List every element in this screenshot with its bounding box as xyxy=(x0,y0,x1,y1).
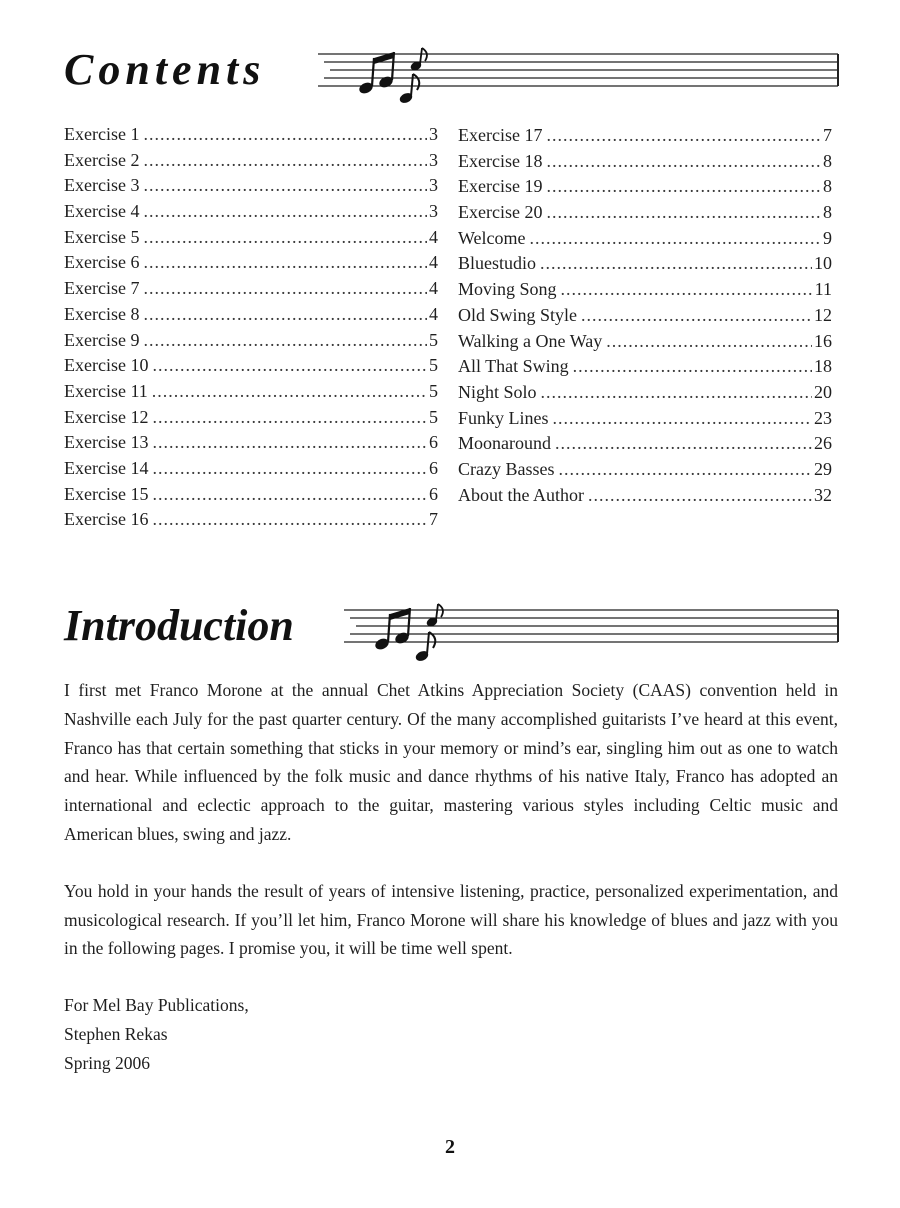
page-number: 2 xyxy=(445,1136,455,1158)
toc-entry[interactable] xyxy=(64,199,438,225)
toc-entry-label: Exercise 13 xyxy=(64,432,149,453)
dot-leader xyxy=(581,303,812,329)
toc-entry[interactable] xyxy=(458,329,832,355)
signoff-line: For Mel Bay Publications, xyxy=(64,995,249,1016)
toc-entry-label: Bluestudio xyxy=(458,253,537,274)
toc-entry-label: Exercise 8 xyxy=(64,303,140,324)
intro-paragraph: You hold in your hands the result of years of intensive listening, practice, personalized experimentation, and musicological research. If you’ll let him, Franco Morone will share his knowledge of blues and jazz with you in the following pages. I promise you, it will be time well spent. xyxy=(64,880,838,959)
toc-entry[interactable] xyxy=(458,226,832,252)
toc-entry[interactable] xyxy=(64,507,438,533)
toc-entry-page: 6 xyxy=(429,483,438,504)
dot-leader xyxy=(530,226,821,252)
contents-title: Contents xyxy=(64,45,266,94)
toc-entry-label: Exercise 16 xyxy=(64,509,149,530)
toc-entry-page: 7 xyxy=(429,509,438,530)
toc-entry-page: 16 xyxy=(814,330,832,351)
toc-entry-page: 6 xyxy=(429,457,438,478)
toc-entry[interactable] xyxy=(64,430,438,456)
signoff-line: Spring 2006 xyxy=(64,1052,151,1073)
dot-leader xyxy=(143,173,427,199)
toc-entry-page: 4 xyxy=(429,226,438,247)
toc-entry-label: Exercise 2 xyxy=(64,149,140,170)
toc-entry-page: 6 xyxy=(429,432,438,453)
toc-right-column xyxy=(458,123,832,508)
toc-entry[interactable] xyxy=(64,379,438,405)
toc-entry[interactable] xyxy=(64,250,438,276)
dot-leader xyxy=(143,148,427,174)
dot-leader xyxy=(152,405,427,431)
toc-entry[interactable] xyxy=(458,303,832,329)
introduction-body xyxy=(64,676,838,1078)
music-staff-notes-icon xyxy=(336,600,840,664)
toc-entry-page: 11 xyxy=(814,279,832,300)
dot-leader xyxy=(546,149,821,175)
toc-entry-label: Night Solo xyxy=(458,381,537,402)
toc-entry-page: 4 xyxy=(429,252,438,273)
toc-entry-page: 5 xyxy=(429,380,438,401)
toc-entry[interactable] xyxy=(458,406,832,432)
toc-entry[interactable] xyxy=(458,251,832,277)
toc-entry[interactable] xyxy=(64,122,438,148)
dot-leader xyxy=(143,276,427,302)
toc-entry-page: 4 xyxy=(429,303,438,324)
toc-entry[interactable] xyxy=(64,148,438,174)
toc-entry[interactable] xyxy=(64,405,438,431)
dot-leader xyxy=(540,251,812,277)
toc-entry-label: Exercise 7 xyxy=(64,278,140,299)
toc-entry-label: Exercise 11 xyxy=(64,380,148,401)
signoff xyxy=(64,991,838,1077)
dot-leader xyxy=(561,277,813,303)
toc-entry-page: 5 xyxy=(429,355,438,376)
toc-entry[interactable] xyxy=(458,123,832,149)
dot-leader xyxy=(152,379,427,405)
toc-entry-label: Exercise 12 xyxy=(64,406,149,427)
toc-entry-page: 29 xyxy=(814,458,832,479)
dot-leader xyxy=(558,457,812,483)
toc-entry-label: Exercise 20 xyxy=(458,202,543,223)
dot-leader xyxy=(152,507,427,533)
toc-entry-page: 18 xyxy=(814,356,832,377)
toc-entry[interactable] xyxy=(458,483,832,509)
toc-entry[interactable] xyxy=(64,456,438,482)
toc-entry[interactable] xyxy=(458,149,832,175)
dot-leader xyxy=(541,380,812,406)
signoff-line: Stephen Rekas xyxy=(64,1023,168,1044)
toc-entry-label: Exercise 10 xyxy=(64,355,149,376)
toc-entry-page: 12 xyxy=(814,304,832,325)
dot-leader xyxy=(606,329,812,355)
toc-entry-label: Exercise 17 xyxy=(458,125,543,145)
toc-entry-label: Exercise 9 xyxy=(64,329,140,350)
toc-entry-page: 5 xyxy=(429,329,438,350)
toc-entry-page: 5 xyxy=(429,406,438,427)
toc-entry[interactable] xyxy=(64,353,438,379)
toc-entry[interactable] xyxy=(458,174,832,200)
dot-leader xyxy=(152,430,427,456)
introduction-heading xyxy=(64,600,840,664)
toc-entry-page: 20 xyxy=(814,381,832,402)
toc-entry[interactable] xyxy=(64,302,438,328)
dot-leader xyxy=(152,353,427,379)
music-staff-notes-icon xyxy=(310,44,840,108)
toc-entry[interactable] xyxy=(458,277,832,303)
intro-paragraph: I first met Franco Morone at the annual Chet Atkins Appreciation Society (CAAS) convention held in Nashville each July for the past quarter century. Of the many accomplished guitarists I’ve heard at this event, Franco has that certain something that sticks in your memory or mind’s ear, singling him out as one to watch and hear. While influenced by the folk music and dance rhythms of his native Italy, Franco has adopted an international and eclectic approach to the guitar, mastering various styles including Celtic music and American blues, swing and jazz. xyxy=(64,680,838,844)
toc-entry-page: 23 xyxy=(814,407,832,428)
toc-entry-label: Exercise 5 xyxy=(64,226,140,247)
introduction-title: Introduction xyxy=(64,601,294,650)
toc-entry-label: All That Swing xyxy=(458,356,569,377)
dot-leader xyxy=(588,483,812,509)
toc-entry-page: 32 xyxy=(814,484,832,505)
toc-entry-page: 9 xyxy=(823,227,832,248)
toc-entry-page: 3 xyxy=(429,149,438,170)
toc-left-column xyxy=(64,122,438,533)
toc-entry-label: Exercise 1 xyxy=(64,124,140,144)
toc-entry[interactable] xyxy=(458,431,832,457)
toc-entry-page: 3 xyxy=(429,201,438,222)
toc-entry-label: Exercise 3 xyxy=(64,175,140,196)
dot-leader xyxy=(546,123,821,149)
toc-entry-label: Moonaround xyxy=(458,433,551,454)
dot-leader xyxy=(152,482,427,508)
toc-entry-label: Walking a One Way xyxy=(458,330,603,351)
dot-leader xyxy=(553,406,812,432)
toc-entry[interactable] xyxy=(64,276,438,302)
toc-entry[interactable] xyxy=(64,328,438,354)
dot-leader xyxy=(143,199,427,225)
dot-leader xyxy=(143,328,427,354)
toc-entry-page: 3 xyxy=(429,124,438,144)
toc-entry-label: About the Author xyxy=(458,484,584,505)
toc-entry-page: 8 xyxy=(823,150,832,171)
toc-entry-page: 3 xyxy=(429,175,438,196)
dot-leader xyxy=(152,456,427,482)
toc-entry-page: 26 xyxy=(814,433,832,454)
dot-leader xyxy=(143,225,427,251)
toc-entry[interactable] xyxy=(64,482,438,508)
dot-leader xyxy=(573,354,812,380)
toc-entry-label: Exercise 15 xyxy=(64,483,149,504)
toc-entry-label: Crazy Basses xyxy=(458,458,555,479)
dot-leader xyxy=(143,122,427,148)
dot-leader xyxy=(143,250,427,276)
toc-entry[interactable] xyxy=(458,354,832,380)
toc-entry-label: Exercise 6 xyxy=(64,252,140,273)
dot-leader xyxy=(143,302,427,328)
toc-entry-page: 8 xyxy=(823,202,832,223)
dot-leader xyxy=(546,200,821,226)
toc-entry-label: Exercise 4 xyxy=(64,201,140,222)
toc-entry[interactable] xyxy=(458,457,832,483)
toc-entry[interactable] xyxy=(64,225,438,251)
toc-entry[interactable] xyxy=(64,173,438,199)
toc-entry-label: Exercise 14 xyxy=(64,457,149,478)
toc-entry-label: Old Swing Style xyxy=(458,304,578,325)
toc-entry[interactable] xyxy=(458,380,832,406)
toc-entry-label: Exercise 18 xyxy=(458,150,543,171)
toc-entry-page: 7 xyxy=(823,125,832,145)
toc-entry[interactable] xyxy=(458,200,832,226)
toc-entry-page: 10 xyxy=(814,253,832,274)
contents-heading xyxy=(64,44,840,108)
dot-leader xyxy=(555,431,812,457)
toc-entry-page: 4 xyxy=(429,278,438,299)
toc-entry-label: Funky Lines xyxy=(458,407,549,428)
toc-entry-page: 8 xyxy=(823,176,832,197)
toc-entry-label: Exercise 19 xyxy=(458,176,543,197)
toc-entry-label: Welcome xyxy=(458,227,526,248)
dot-leader xyxy=(546,174,821,200)
toc-entry-label: Moving Song xyxy=(458,279,557,300)
